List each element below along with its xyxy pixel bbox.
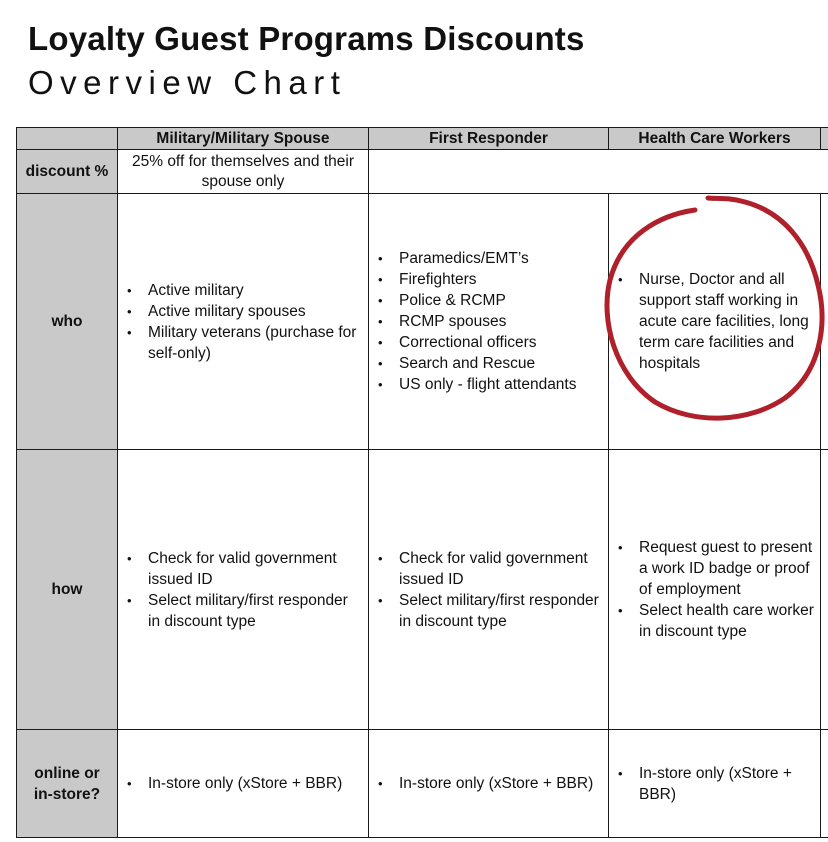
- page-title: Loyalty Guest Programs Discounts: [28, 20, 585, 57]
- cell-who-first-responder: [369, 194, 609, 450]
- list-item: • Select health care worker in discount type: [639, 600, 814, 642]
- cell-online-military: [118, 730, 369, 838]
- header-extra: [821, 128, 828, 150]
- header-row: [17, 128, 828, 150]
- cell-how-first-responder: [369, 450, 609, 730]
- list-online-military: [118, 773, 368, 794]
- row-who: [17, 194, 828, 450]
- list-online-first-responder: [369, 773, 608, 794]
- list-item: • Check for valid government issued ID: [148, 548, 362, 590]
- cell-online-first-responder: [369, 730, 609, 838]
- list-item: • US only - flight attendants: [399, 374, 602, 395]
- list-item: • Military veterans (purchase for self-only): [148, 322, 362, 364]
- row-label-how: how: [17, 450, 118, 730]
- discount-overview-table: [16, 127, 828, 838]
- list-item: • Paramedics/EMT’s: [399, 248, 602, 269]
- cell-how-military: [118, 450, 369, 730]
- list-online-health-care: [609, 763, 820, 805]
- list-item: • Select military/first responder in discount type: [148, 590, 362, 632]
- list-how-first-responder: [369, 548, 608, 632]
- row-discount: [17, 150, 828, 194]
- list-item: • Active military spouses: [148, 301, 362, 322]
- row-label-online: [17, 730, 118, 838]
- row-how: [17, 450, 828, 730]
- cell-how-extra: [821, 450, 828, 730]
- list-item: • Firefighters: [399, 269, 602, 290]
- list-who-health-care: [609, 269, 820, 374]
- row-label-who: who: [17, 194, 118, 450]
- row-label-discount: discount %: [17, 150, 118, 194]
- cell-online-health-care: [609, 730, 821, 838]
- header-first-responder: First Responder: [369, 128, 609, 150]
- list-item: • Nurse, Doctor and all support staff working in acute care facilities, long term care facilities and hospitals: [639, 269, 814, 374]
- cell-how-health-care: [609, 450, 821, 730]
- header-corner: [17, 128, 118, 150]
- header-military: Military/Military Spouse: [118, 128, 369, 150]
- list-item: • Request guest to present a work ID badge or proof of employment: [639, 537, 814, 600]
- page-subtitle: Overview Chart: [28, 64, 347, 101]
- list-item: • Active military: [148, 280, 362, 301]
- list-item: • Select military/first responder in discount type: [399, 590, 602, 632]
- cell-who-military: [118, 194, 369, 450]
- cell-who-extra: [821, 194, 828, 450]
- list-item: • Search and Rescue: [399, 353, 602, 374]
- header-health-care: Health Care Workers: [609, 128, 821, 150]
- list-item: • In-store only (xStore + BBR): [148, 773, 362, 794]
- list-item: • Police & RCMP: [399, 290, 602, 311]
- list-item: • In-store only (xStore + BBR): [399, 773, 602, 794]
- list-how-health-care: [609, 537, 820, 642]
- list-item: • Correctional officers: [399, 332, 602, 353]
- list-item: • Check for valid government issued ID: [399, 548, 602, 590]
- row-online: [17, 730, 828, 838]
- cell-online-extra: [821, 730, 828, 838]
- list-item: • RCMP spouses: [399, 311, 602, 332]
- list-how-military: [118, 548, 368, 632]
- cell-discount-rest: [369, 150, 828, 194]
- cell-discount-military: 25% off for themselves and their spouse only: [118, 150, 369, 194]
- cell-who-health-care: [609, 194, 821, 450]
- online-label-text: online or in-store?: [33, 764, 101, 803]
- list-who-first-responder: [369, 248, 608, 395]
- list-item: • In-store only (xStore + BBR): [639, 763, 814, 805]
- list-who-military: [118, 280, 368, 364]
